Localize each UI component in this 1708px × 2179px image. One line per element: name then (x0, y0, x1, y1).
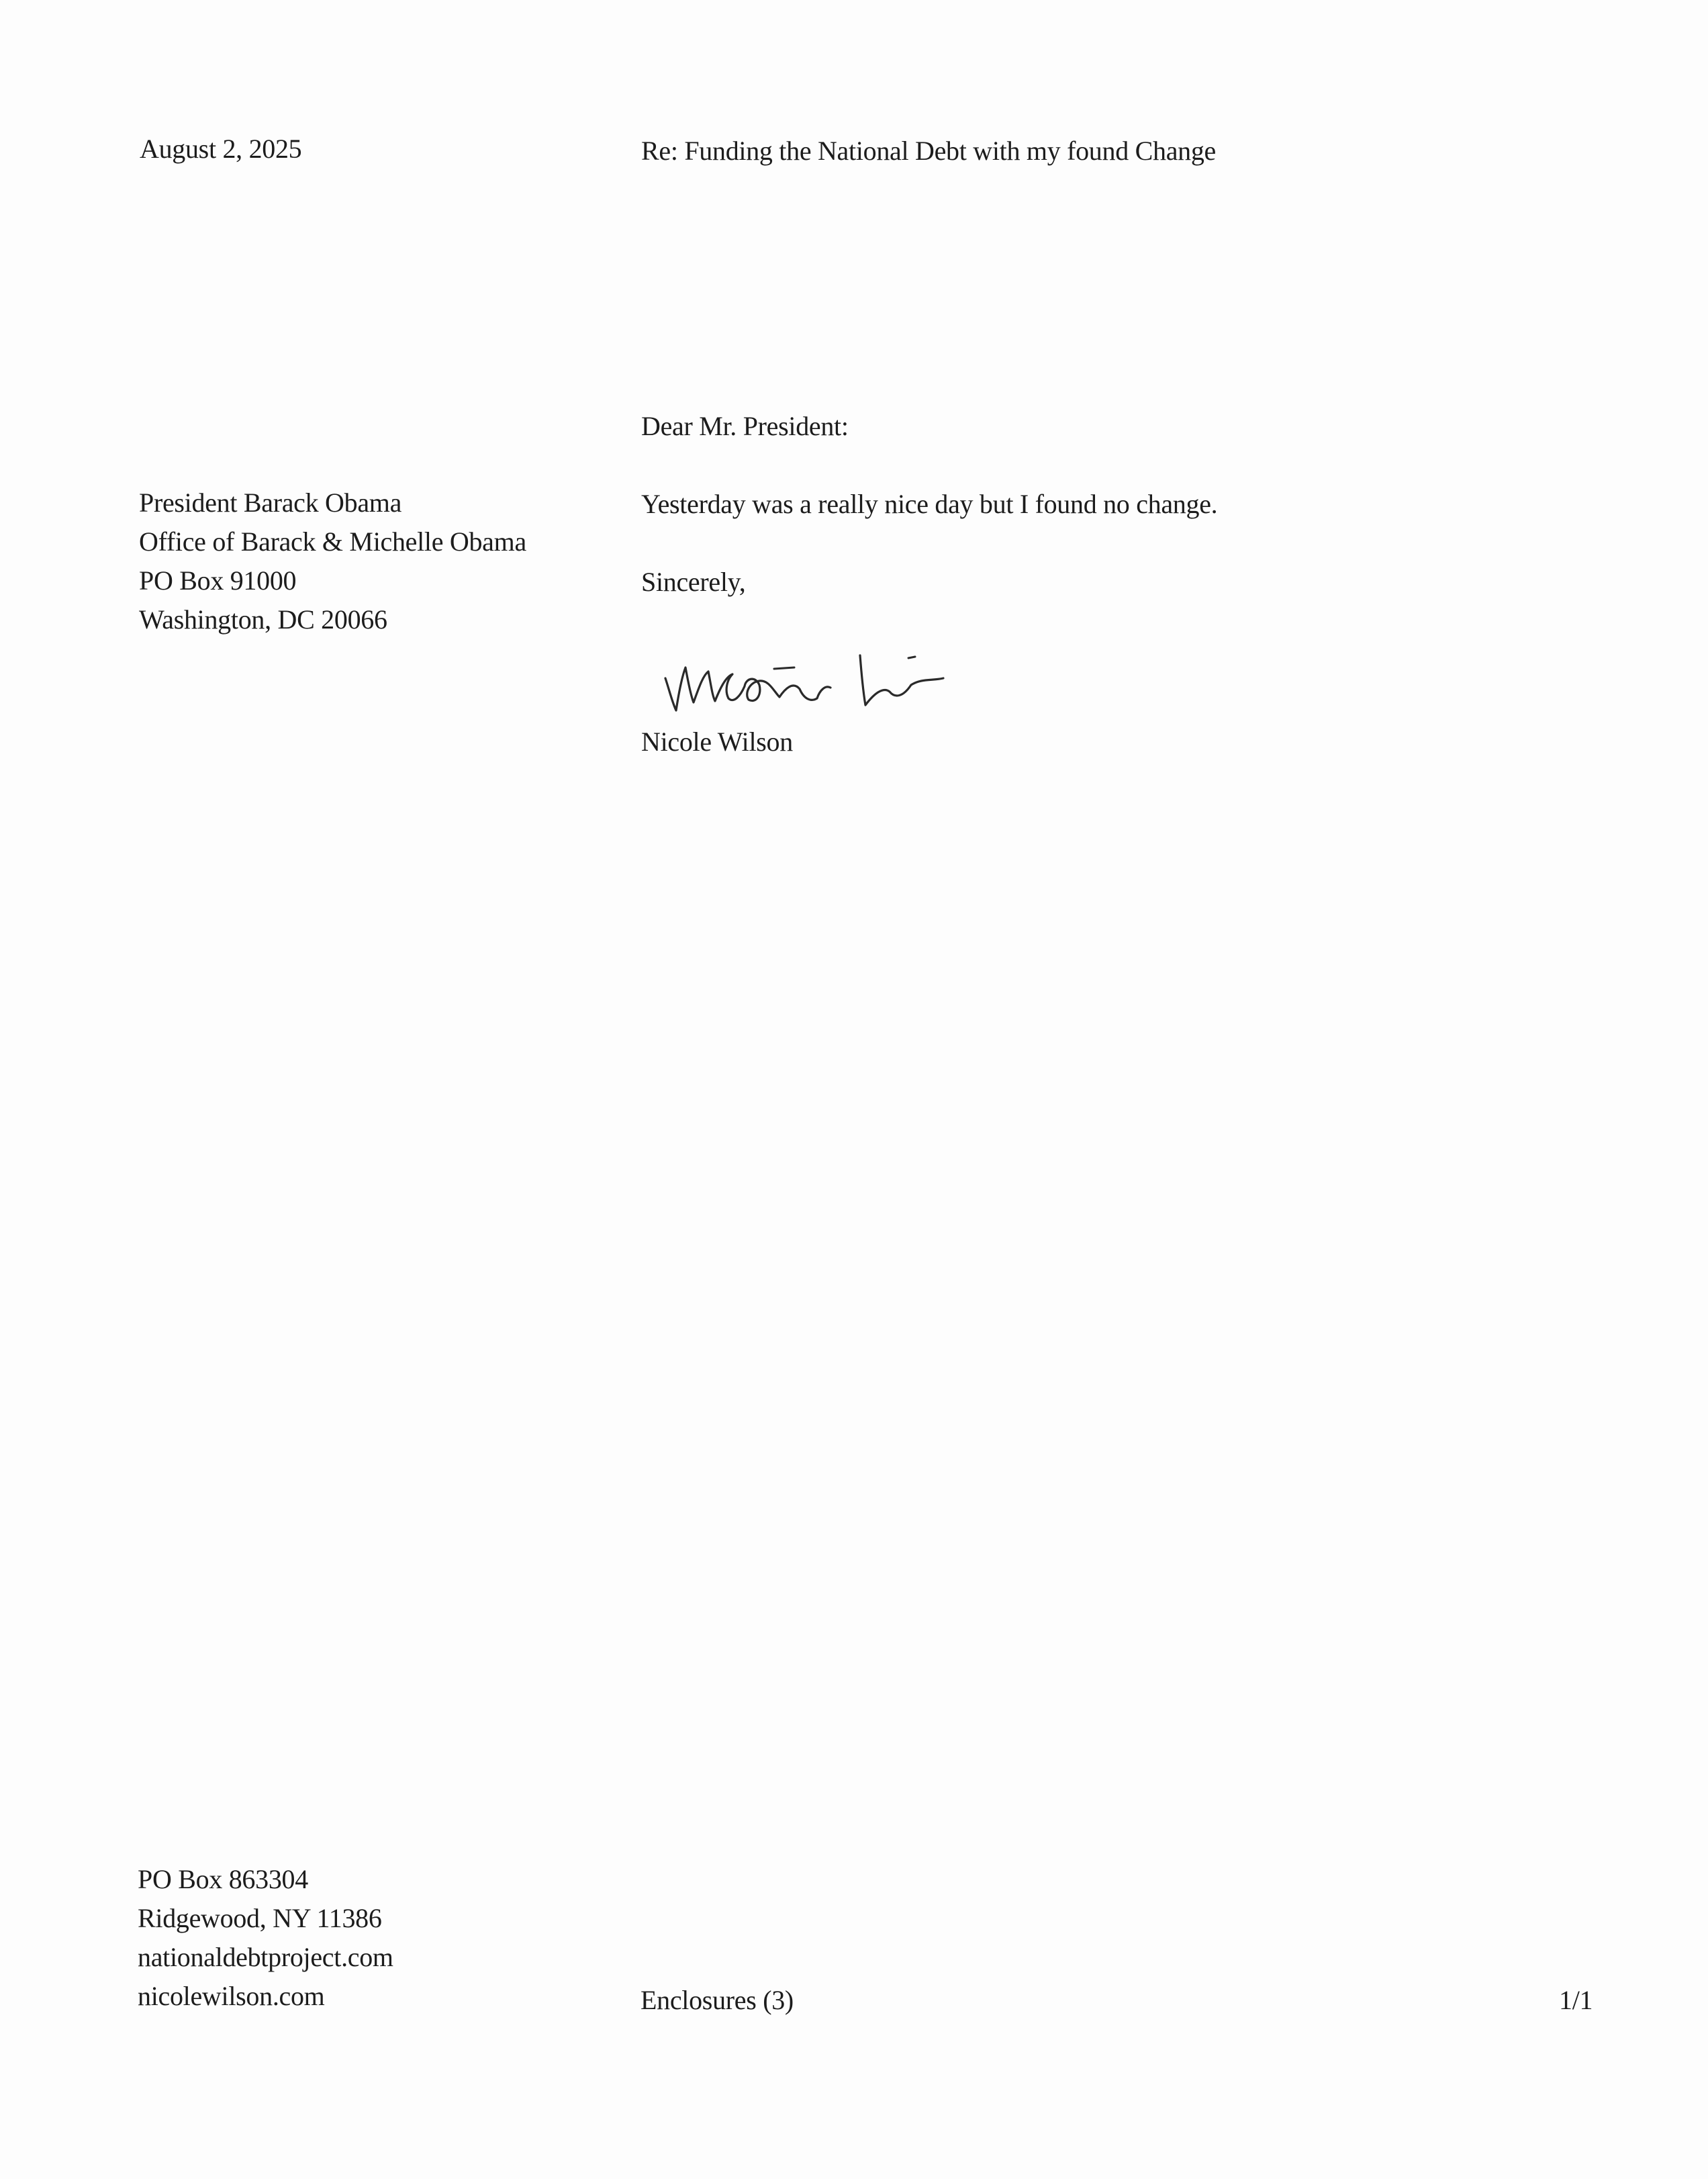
letter-date: August 2, 2025 (140, 134, 302, 164)
recipient-line: Washington, DC 20066 (139, 604, 387, 635)
enclosures-note: Enclosures (3) (640, 1985, 794, 2015)
sender-line: Ridgewood, NY 11386 (138, 1903, 382, 1933)
signer-name: Nicole Wilson (641, 727, 793, 757)
sender-website: nicolewilson.com (138, 1981, 325, 2011)
closing: Sincerely, (641, 567, 746, 597)
salutation: Dear Mr. President: (641, 411, 849, 441)
handwritten-signature (661, 638, 957, 718)
recipient-line: PO Box 91000 (139, 565, 297, 596)
recipient-address (139, 483, 526, 639)
page-number: 1/1 (1559, 1985, 1593, 2015)
sender-website: nationaldebtproject.com (138, 1942, 393, 1972)
sender-line: PO Box 863304 (138, 1864, 308, 1894)
recipient-line: President Barack Obama (139, 488, 402, 518)
letter-subject: Re: Funding the National Debt with my found Change (641, 136, 1216, 166)
letter-body: Yesterday was a really nice day but I found no change. (641, 489, 1218, 519)
recipient-line: Office of Barack & Michelle Obama (139, 526, 526, 557)
sender-address (138, 1860, 393, 2016)
